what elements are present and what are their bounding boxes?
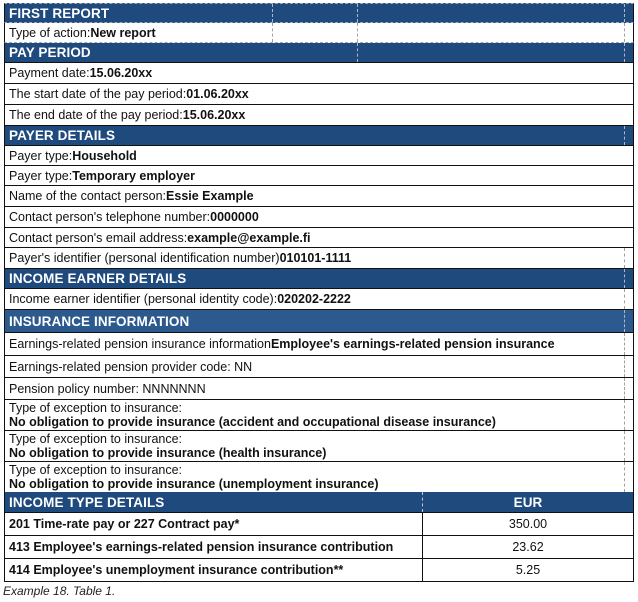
section-header-income-earner-details — [4, 269, 634, 289]
field-row — [4, 105, 634, 126]
field-label: Payment date: — [9, 66, 90, 80]
currency-header: EUR — [513, 494, 543, 510]
cell-divider — [624, 269, 625, 288]
field-value: 01.06.20xx — [186, 87, 249, 101]
field-label: Payer's identifier (personal identification number) — [9, 251, 280, 265]
field-value: 010101-1111 — [279, 251, 352, 265]
field-value: example@example.fi — [187, 230, 311, 245]
section-title: PAYER DETAILS — [9, 128, 116, 143]
field-label: Name of the contact person: — [9, 189, 167, 203]
section-header-pay-period — [4, 43, 634, 63]
field-value: Temporary employer — [72, 168, 195, 183]
section-title: INSURANCE INFORMATION — [9, 313, 190, 329]
cell-divider — [272, 4, 273, 22]
cell-divider — [624, 4, 625, 22]
field-value: Employee's earnings-related pension insurance — [270, 337, 555, 351]
field-label: Type of exception to insurance: — [9, 463, 183, 477]
cell-divider — [357, 43, 358, 62]
field-value: Essie Example — [166, 189, 254, 203]
field-row — [4, 146, 634, 166]
field-label: Earnings-related pension insurance information — [9, 337, 271, 351]
field-row — [4, 289, 634, 310]
field-value: 15.06.20xx — [182, 108, 246, 122]
cell-divider — [272, 23, 273, 42]
cell-divider — [624, 462, 625, 492]
income-amount: 23.62 — [512, 540, 544, 554]
cell-divider — [624, 289, 625, 309]
cell-divider — [624, 43, 625, 62]
section-header-insurance-information — [4, 310, 634, 333]
cell-divider — [624, 23, 625, 42]
field-label: The start date of the pay period: — [9, 87, 187, 101]
field-label: Payer type: — [9, 148, 73, 163]
field-row — [4, 333, 634, 356]
income-label: 413 Employee's earnings-related pension insurance contribution — [5, 536, 423, 558]
field-value: 15.06.20xx — [89, 66, 153, 80]
cell-divider — [624, 400, 625, 430]
cell-divider — [624, 333, 625, 355]
field-row — [4, 248, 634, 269]
field-value: No obligation to provide insurance (health insurance) — [9, 446, 327, 460]
field-label: The end date of the pay period: — [9, 108, 183, 122]
exception-row — [4, 400, 634, 431]
field-label: Type of exception to insurance: — [9, 401, 183, 415]
field-label: Type of exception to insurance: — [9, 432, 183, 446]
report-table — [4, 3, 634, 582]
field-label: Payer type: — [9, 168, 73, 183]
field-label: Type of action: — [9, 25, 91, 40]
cell-divider — [624, 356, 625, 377]
field-row — [4, 228, 634, 248]
exception-row — [4, 431, 634, 462]
section-header-first-report — [4, 3, 634, 23]
cell-divider — [624, 310, 625, 332]
field-row — [4, 356, 634, 378]
section-title: PAY PERIOD — [9, 45, 91, 60]
income-row — [4, 536, 634, 559]
field-value: New report — [90, 25, 156, 40]
field-label: Contact person's telephone number: — [9, 210, 211, 224]
cell-divider — [357, 4, 358, 22]
field-row — [4, 166, 634, 186]
section-title: INCOME EARNER DETAILS — [9, 271, 187, 286]
field-value: Household — [72, 148, 137, 163]
section-title: INCOME TYPE DETAILS — [5, 492, 423, 512]
section-header-income-type-details — [4, 492, 634, 513]
field-value: No obligation to provide insurance (unemployment insurance) — [9, 477, 379, 491]
field-label: Contact person's email address: — [9, 230, 188, 245]
field-value: No obligation to provide insurance (accident and occupational disease insurance) — [9, 415, 496, 429]
field-value: 0000000 — [210, 210, 259, 224]
field-label: Pension policy number: NNNNNNN — [9, 381, 206, 396]
field-row — [4, 84, 634, 105]
income-label: 201 Time-rate pay or 227 Contract pay* — [5, 513, 423, 535]
field-value: 020202-2222 — [277, 292, 351, 306]
cell-divider — [624, 126, 625, 145]
cell-divider — [624, 431, 625, 461]
cell-divider — [357, 23, 358, 42]
exception-row — [4, 462, 634, 492]
income-amount: 350.00 — [508, 517, 548, 531]
field-label: Earnings-related pension provider code: NN — [9, 359, 253, 374]
income-amount: 5.25 — [515, 563, 541, 577]
section-title: FIRST REPORT — [9, 5, 110, 21]
income-label: 414 Employee's unemployment insurance contribution** — [5, 559, 423, 581]
field-row — [4, 23, 634, 43]
section-header-payer-details — [4, 126, 634, 146]
cell-divider — [624, 378, 625, 399]
field-row — [4, 378, 634, 400]
cell-divider — [624, 248, 625, 268]
field-row — [4, 186, 634, 207]
field-row — [4, 63, 634, 84]
table-caption: Example 18. Table 1. — [3, 584, 116, 598]
field-label: Income earner identifier (personal identity code): — [9, 292, 278, 306]
income-row — [4, 559, 634, 582]
field-row — [4, 207, 634, 228]
income-row — [4, 513, 634, 536]
